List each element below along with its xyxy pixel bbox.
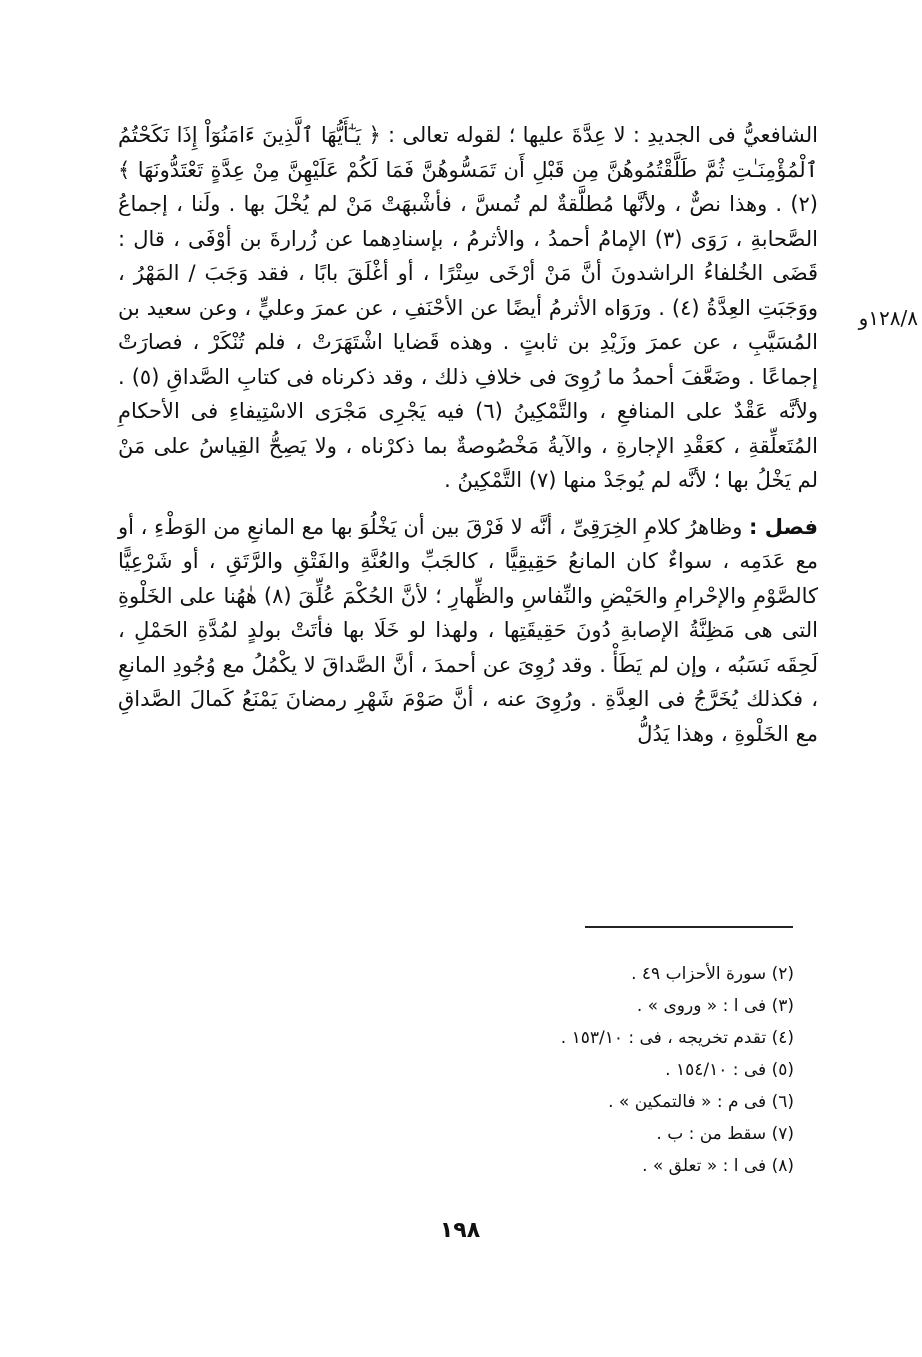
footnote-3: (٣) فى ا : « وروى » .: [636, 996, 794, 1016]
footnote-separator: [585, 926, 793, 928]
footnote-6: (٦) فى م : « فالتمكين » .: [608, 1092, 794, 1112]
paragraph-2-text: وظاهرُ كلامِ الخِرَقِىِّ ، أنَّه لا فَرْقَ بين أن يَخْلُوَ بها مع المانعِ من الوَطْءِ ، أو مع عَدَمِه ، سواءٌ كان المانعُ حَقِيقِيًّا ، كالجَبِّ والعُنَّةِ والفَتْقِ والرَّتَقِ ، أو شَرْعِيًّا كالصَّوْمِ والإحْرامِ والحَيْضِ والنِّفاسِ والظِّهارِ ؛ لأنَّ الحُكْمَ عُلِّقَ (٨) هٰهُنا على الخَلْوةِ التى هى مَظِنَّةُ الإصابةِ دُونَ حَقِيقَتِها ، ولهذا لو خَلَا بها فأتَتْ بولدٍ لمُدَّةِ الحَمْلِ ، لَحِقَه نَسَبُه ، وإن لم يَطَأْ . وقد رُوِىَ عن أحمدَ ، أنَّ الصَّداقَ لا يكْمُلُ مع وُجُودِ المانعِ ، فكذلك يُخَرَّجُ فى العِدَّةِ . ورُوِىَ عنه ، أنَّ صَوْمَ شَهْرِ رمضانَ يَمْنَعُ كَمالَ الصَّداقِ مع الخَلْوةِ ، وهذا يَدُلُّ: [118, 514, 818, 746]
page-number: ١٩٨: [439, 1218, 481, 1243]
paragraph-2: [118, 510, 818, 752]
footnote-7: (٧) سقط من : ب .: [656, 1124, 794, 1144]
footnote-5: (٥) فى : ١٥٤/١٠ .: [665, 1060, 794, 1080]
footnote-2: (٢) سورة الأحزاب ٤٩ .: [631, 964, 794, 984]
footnote-4: (٤) تقدم تخريجه ، فى : ١٥٣/١٠ .: [560, 1028, 794, 1048]
footnotes: [480, 958, 794, 1182]
paragraph-1: الشافعيُّ فى الجديدِ : لا عِدَّةَ عليها ؛ لقوله تعالى : ﴿ يَـٰٓأَيُّهَا ٱلَّذِينَ ءَامَنُوٓاْ إِذَا نَكَحْتُمُ ٱلْمُؤْمِنَـٰتِ ثُمَّ طَلَّقْتُمُوهُنَّ مِن قَبْلِ أَن تَمَسُّوهُنَّ فَمَا لَكُمْ عَلَيْهِنَّ مِنْ عِدَّةٍ تَعْتَدُّونَهَا ﴾ (٢) . وهذا نصٌّ ، ولأنَّها مُطلَّقةٌ لم تُمسَّ ، فأشْبهَتْ مَنْ لم يُخْلَ بها . ولَنا ، إجماعُ الصَّحابةِ ، رَوَى (٣) الإمامُ أحمدُ ، والأثرمُ ، بإسنادِهما عن زُرارةَ بن أوْفَى ، قال : قَضَى الخُلفاءُ الراشدونَ أنَّ مَنْ أرْخَى سِتْرًا ، أو أغْلَقَ بابًا ، فقد وَجَبَ / المَهْرُ ، ووَجَبَتِ العِدَّةُ (٤) . ورَوَاه الأثرمُ أيضًا عن الأحْنَفِ ، عن عمرَ وعليٍّ ، وعن سعيد بن المُسَيَّبِ ، عن عمرَ وزَيْدِ بن ثابتٍ . وهذه قَضايا اشْتَهَرَتْ ، فلم تُنْكَرْ ، فصارَتْ إجماعًا . وضَعَّفَ أحمدُ ما رُوِىَ فى خلافِ ذلك ، وقد ذكرناه فى كتابِ الصَّداقِ (٥) . ولأنَّه عَقْدٌ على المنافعِ ، والتَّمْكِينُ (٦) فيه يَجْرِى مَجْرَى الاسْتِيفاءِ فى الأحكامِ المُتَعلِّقةِ ، كعَقْدِ الإجارةِ ، والآيةُ مَخْصُوصةٌ بما ذكرْناه ، ولا يَصِحُّ القِياسُ على مَنْ لم يَخْلُ بها ؛ لأنَّه لم يُوجَدْ منها (٧) التَّمْكِينُ .: [118, 123, 819, 492]
fasl-heading: فصل :: [749, 514, 818, 539]
margin-folio-reference: ١٢٨/٨و: [858, 306, 918, 330]
main-text: [118, 118, 818, 751]
footnote-8: (٨) فى ا : « تعلق » .: [642, 1156, 794, 1176]
